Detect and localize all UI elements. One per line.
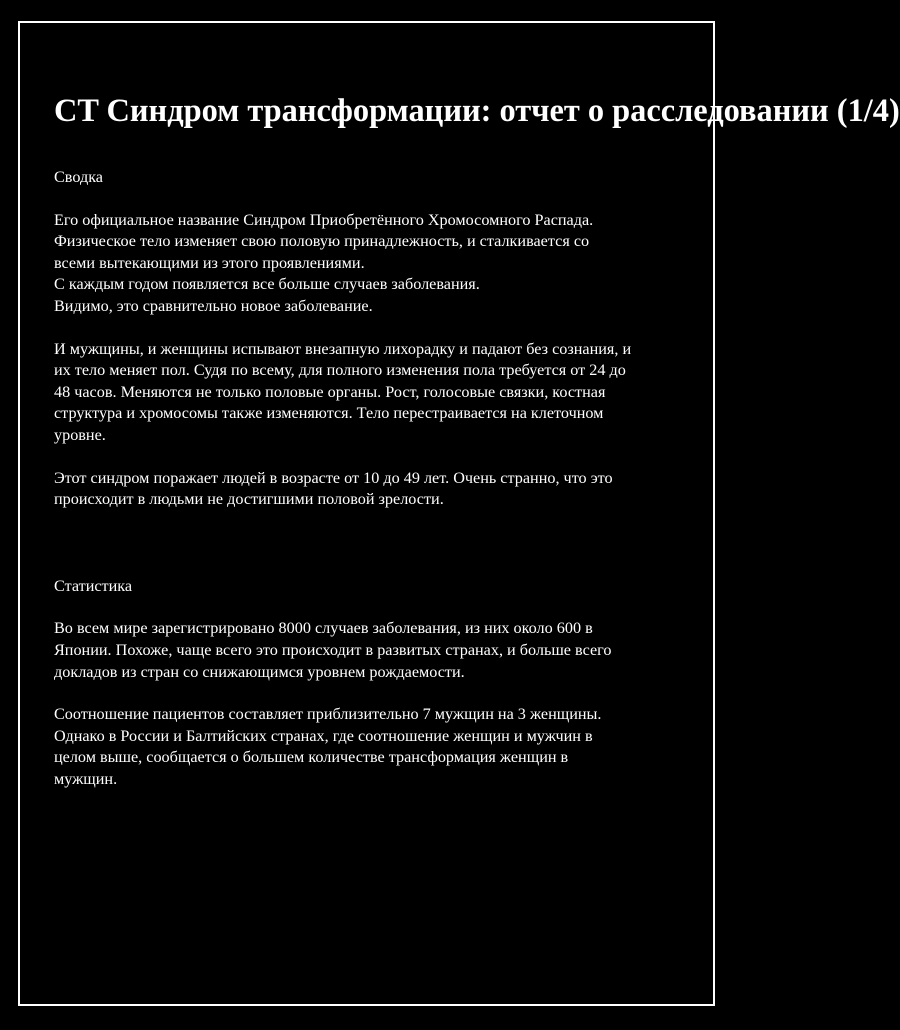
summary-paragraph-3 <box>54 468 702 511</box>
paragraph-line: Однако в России и Балтийских странах, где соотношение женщин и мужчин в <box>54 726 593 745</box>
paragraph-line: докладов из стран со снижающимся уровнем рождаемости. <box>54 662 465 681</box>
paragraph-line: структура и хромосомы также изменяются. Тело перестраивается на клеточном <box>54 404 604 423</box>
paragraph-line: И мужщины, и женщины испывают внезапную лихорадку и падают без сознания, и <box>54 339 632 358</box>
paragraph-line: всеми вытекающими из этого проявлениями. <box>54 253 365 272</box>
section-heading-summary: Сводка <box>54 168 103 186</box>
paragraph-line: Соотношение пациентов составляет приблизительно 7 мужщин на 3 женщины. <box>54 705 602 724</box>
report-title: CT Синдром трансформации: отчет о расследовании (1/4) <box>54 93 900 129</box>
paragraph-line: С каждым годом появляется все больше случаев заболевания. <box>54 275 480 294</box>
paragraph-line: происходит в людьми не достигшими половой зрелости. <box>54 490 444 509</box>
paragraph-line: их тело меняет пол. Судя по всему, для полного изменения пола требуется от 24 до <box>54 361 626 380</box>
statistics-paragraph-1 <box>54 618 702 683</box>
summary-paragraph-1 <box>54 210 702 318</box>
paragraph-line: Этот синдром поражает людей в возрасте от 10 до 49 лет. Очень странно, что это <box>54 468 613 487</box>
statistics-paragraph-2 <box>54 704 702 790</box>
paragraph-line: Японии. Похоже, чаще всего это происходит в развитых странах, и больше всего <box>54 640 612 659</box>
paragraph-line: Видимо, это сравнительно новое заболевание. <box>54 296 373 315</box>
paragraph-line: уровне. <box>54 425 106 444</box>
paragraph-line: целом выше, сообщается о большем количестве трансформация женщин в <box>54 748 569 767</box>
paragraph-line: Во всем мире зарегистрировано 8000 случаев заболевания, из них около 600 в <box>54 619 593 638</box>
paragraph-line: мужщин. <box>54 769 118 788</box>
paragraph-line: Его официальное название Синдром Приобретённого Хромосомного Распада. <box>54 210 594 229</box>
paragraph-line: Физическое тело изменяет свою половую принадлежность, и сталкивается со <box>54 232 590 251</box>
paragraph-line: 48 часов. Меняются не только половые органы. Рост, голосовые связки, костная <box>54 382 606 401</box>
section-heading-statistics: Статистика <box>54 576 133 595</box>
report-body <box>54 93 900 790</box>
summary-paragraph-2 <box>54 339 702 447</box>
